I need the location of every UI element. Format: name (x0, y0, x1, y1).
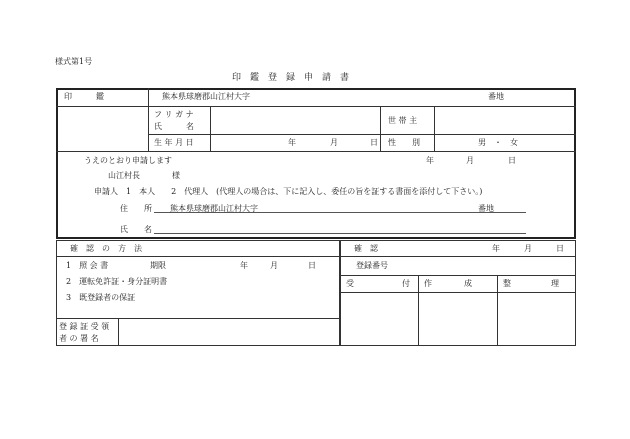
gender-label: 性 別 (388, 138, 420, 147)
receipt-signature-field[interactable] (120, 320, 338, 344)
confirm-year: 年 (492, 244, 500, 253)
gender-options[interactable]: 男 ・ 女 (478, 138, 518, 147)
row-line (56, 151, 576, 152)
name-field[interactable] (212, 108, 378, 132)
seal-label: 印 鑑 (64, 92, 104, 101)
mayor-sama: 様 (172, 171, 180, 180)
method-3[interactable]: 3 既登録者の保証 (66, 293, 136, 302)
seal-banchi: 番地 (488, 92, 504, 101)
row-line (340, 256, 576, 257)
confirm-label: 確 認 (354, 244, 378, 253)
mayor-label: 山江村長 (108, 171, 140, 180)
col-line (497, 275, 498, 346)
signer-label: 氏 名 (120, 225, 152, 234)
col-line (118, 318, 119, 346)
col-line (380, 106, 381, 151)
reg-number-label: 登録番号 (356, 261, 388, 270)
reception-label: 受 付 (346, 279, 410, 288)
seal-address-prefill: 熊本県球磨郡山江村大字 (162, 92, 250, 101)
apply-day: 日 (508, 156, 516, 165)
col-line (418, 275, 419, 346)
method-1[interactable]: 1 照 会 書 (66, 261, 109, 270)
verify-method-label: 確 認 の 方 法 (70, 244, 142, 253)
organize-label: 整 理 (503, 279, 559, 288)
row-line (56, 106, 576, 107)
confirm-month: 月 (524, 244, 532, 253)
col-line (210, 106, 211, 151)
row-line (148, 134, 576, 135)
address-banchi: 番地 (478, 204, 494, 213)
applicant-line: 申請人 1 本人 2 代理人 (代理人の場合は、下に記入し、委任の旨を証する書面を添付して下さい。) (94, 187, 483, 196)
row-line (340, 292, 576, 293)
address-label: 住 所 (120, 204, 152, 213)
deadline-month: 月 (270, 261, 278, 270)
apply-year: 年 (426, 156, 434, 165)
deadline-label: 期限 (150, 261, 166, 270)
receipt-signature-label-2: 者 の 署 名 (59, 334, 99, 343)
apply-month: 月 (466, 156, 474, 165)
birth-month: 月 (330, 138, 338, 147)
address-value[interactable]: 熊本県球磨郡山江村大字 (170, 204, 258, 213)
birthdate-label: 生 年 月 日 (154, 138, 194, 147)
signer-underline[interactable] (154, 233, 526, 234)
deadline-day: 日 (308, 261, 316, 270)
form-title: 印 鑑 登 録 申 請 書 (232, 73, 350, 83)
household-head-label: 世 帯 主 (388, 116, 418, 125)
row-line (340, 275, 576, 276)
apply-statement: うえのとおり申請します (84, 156, 172, 165)
receipt-signature-label-1: 登 録 証 受 領 (59, 322, 110, 331)
creation-stamp-field[interactable] (420, 294, 495, 344)
birth-year: 年 (288, 138, 296, 147)
creation-label: 作 成 (424, 279, 472, 288)
row-line (56, 318, 340, 319)
method-2[interactable]: 2 運転免許証・身分証明書 (66, 277, 168, 286)
deadline-year: 年 (240, 261, 248, 270)
birth-day: 日 (370, 138, 378, 147)
household-head-field[interactable] (436, 108, 574, 132)
form-number: 様式第1号 (55, 57, 93, 66)
furigana-label: フ リ ガ ナ (154, 110, 194, 119)
organize-stamp-field[interactable] (499, 294, 574, 344)
col-line (434, 106, 435, 151)
col-line (148, 88, 149, 151)
name-label: 氏 名 (154, 122, 194, 131)
confirm-day: 日 (556, 244, 564, 253)
row-line (56, 256, 340, 257)
reception-stamp-field[interactable] (342, 294, 416, 344)
